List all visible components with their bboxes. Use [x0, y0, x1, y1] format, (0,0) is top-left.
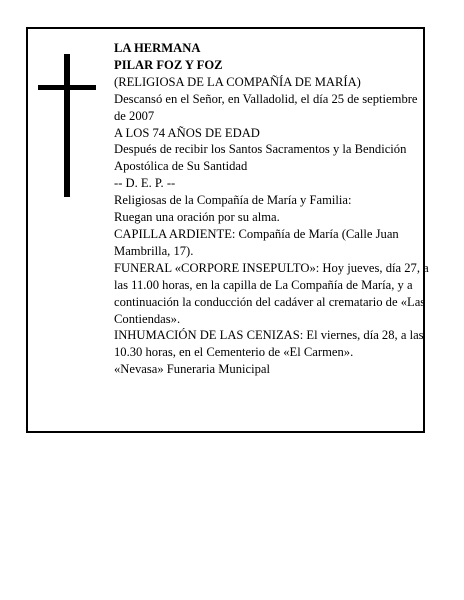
notice-heading-title: LA HERMANA [114, 41, 201, 55]
notice-chapel: CAPILLA ARDIENTE: Compañía de María (Calle Juan Mambrilla, 17). [114, 226, 399, 258]
notice-religious-order: (RELIGIOSA DE LA COMPAÑÍA DE MARÍA) [114, 74, 361, 89]
notice-death-date: Descansó en el Señor, en Valladolid, el día 25 de septiembre de 2007 [114, 91, 418, 123]
notice-deceased-name: PILAR FOZ Y FOZ [114, 57, 223, 72]
notice-sacraments: Después de recibir los Santos Sacramentos y la Bendición Apostólica de Su Santidad [114, 142, 407, 174]
cross-icon [38, 54, 96, 197]
cross-horizontal-bar [38, 85, 96, 90]
notice-family: Religiosas de la Compañía de María y Familia: [114, 193, 352, 208]
cross-vertical-bar [64, 54, 70, 197]
notice-burial: INHUMACIÓN DE LAS CENIZAS: El viernes, día 28, a las 10.30 horas, en el Cementerio de «El Carmen». [114, 328, 424, 360]
notice-funeral: FUNERAL «CORPORE INSEPULTO»: Hoy jueves, día 27, a las 11.00 horas, en la capilla de La Compañía de María, y a continuación la conducción del cadáver al crematario de «Las Contiendas». [114, 260, 429, 326]
notice-funeral-home: «Nevasa» Funeraria Municipal [114, 362, 270, 377]
notice-rip: -- D. E. P. -- [114, 176, 176, 191]
notice-prayer-request: Ruegan una oración por su alma. [114, 210, 280, 225]
obituary-text [114, 40, 432, 378]
notice-age: A LOS 74 AÑOS DE EDAD [114, 125, 260, 140]
